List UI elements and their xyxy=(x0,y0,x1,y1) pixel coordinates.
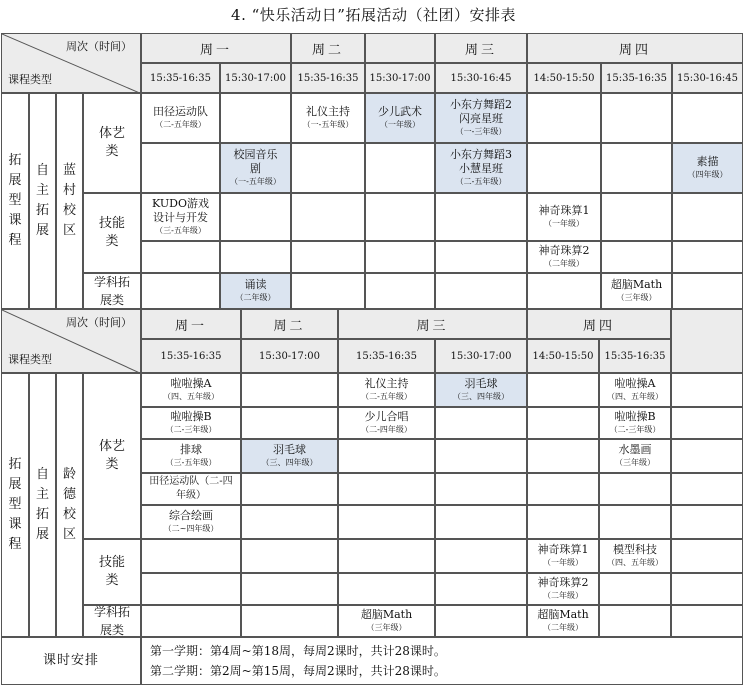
course-type-label: 课程类型 xyxy=(8,353,52,366)
empty-cell xyxy=(672,93,743,143)
group-label-subject: 学科拓展类 xyxy=(83,273,141,309)
header-diagonal-cell xyxy=(1,33,141,93)
group-label-subject: 学科拓展类 xyxy=(83,605,141,637)
empty-cell xyxy=(671,407,743,439)
activity-cell: 综合绘画 （二~四年级） xyxy=(141,505,241,539)
activity-cell: 排球 （三-五年级） xyxy=(141,439,241,473)
day-header-thu: 周四 xyxy=(527,33,743,63)
time-slot: 15:35-16:35 xyxy=(141,63,220,93)
empty-cell xyxy=(365,273,435,309)
empty-cell xyxy=(599,573,671,605)
header-blank xyxy=(671,309,743,373)
page-title: 4. “快乐活动日”拓展活动（社团）安排表 xyxy=(231,6,516,24)
empty-cell xyxy=(291,143,365,193)
activity-cell: 神奇珠算1 （一年级） xyxy=(527,193,601,241)
empty-cell xyxy=(241,605,338,637)
activity-cell: 水墨画 （三年级） xyxy=(599,439,671,473)
activity-cell: 少儿武术 （一年级） xyxy=(365,93,435,143)
schedule-term-2: 第二学期：第2周~第15周，每周2课时，共计28课时。 xyxy=(150,664,446,678)
empty-cell xyxy=(141,573,241,605)
empty-cell xyxy=(141,605,241,637)
empty-cell xyxy=(338,505,435,539)
empty-cell xyxy=(338,439,435,473)
activity-cell: 礼仪主持 （二-五年级） xyxy=(338,373,435,407)
time-slot: 15:30-16:45 xyxy=(435,63,527,93)
group-label-arts: 体艺类 xyxy=(83,373,141,539)
empty-cell xyxy=(220,241,291,273)
empty-cell xyxy=(365,241,435,273)
activity-cell: 神奇珠算2 （二年级） xyxy=(527,573,599,605)
empty-cell xyxy=(671,473,743,505)
activity-cell: 少儿合唱 （二-四年级） xyxy=(338,407,435,439)
empty-cell xyxy=(435,407,527,439)
activity-cell: 羽毛球 （三、四年级） xyxy=(241,439,338,473)
activity-cell: 小东方舞蹈2 闪亮星班 （一-三年级） xyxy=(435,93,527,143)
empty-cell xyxy=(291,193,365,241)
empty-cell xyxy=(435,605,527,637)
empty-cell xyxy=(338,539,435,573)
activity-cell: 校园音乐剧 （一-五年级） xyxy=(220,143,291,193)
activity-cell: 田径运动队 （二-五年级） xyxy=(141,93,220,143)
empty-cell xyxy=(527,505,599,539)
activity-cell: 诵读 （二年级） xyxy=(220,273,291,309)
empty-cell xyxy=(435,473,527,505)
empty-cell xyxy=(671,439,743,473)
empty-cell xyxy=(601,241,672,273)
empty-cell xyxy=(365,193,435,241)
empty-cell xyxy=(599,605,671,637)
activity-cell: 神奇珠算2 （二年级） xyxy=(527,241,601,273)
time-slot: 15:35-16:35 xyxy=(601,63,672,93)
empty-cell xyxy=(601,143,672,193)
day-header-wed: 周三 xyxy=(435,33,527,63)
time-slot: 15:30-17:00 xyxy=(435,339,527,373)
empty-cell xyxy=(291,241,365,273)
empty-cell xyxy=(527,439,599,473)
sub-category-label: 自主拓展 xyxy=(29,93,56,309)
empty-cell xyxy=(365,143,435,193)
week-time-label: 周次（时间） xyxy=(66,316,132,329)
empty-cell xyxy=(241,573,338,605)
empty-cell xyxy=(241,373,338,407)
day-header-mon: 周一 xyxy=(141,33,291,63)
empty-cell xyxy=(671,539,743,573)
time-slot: 15:30-17:00 xyxy=(241,339,338,373)
empty-cell xyxy=(435,241,527,273)
empty-cell xyxy=(672,273,743,309)
category-label: 拓展型课程 xyxy=(1,373,29,637)
empty-cell xyxy=(671,373,743,407)
day-header-tue: 周二 xyxy=(241,309,338,339)
empty-cell xyxy=(435,193,527,241)
empty-cell xyxy=(241,505,338,539)
day-header-tue: 周二 xyxy=(291,33,365,63)
time-slot: 15:35-16:35 xyxy=(338,339,435,373)
empty-cell xyxy=(435,539,527,573)
activity-cell: 超脑Math （三年级） xyxy=(601,273,672,309)
empty-cell xyxy=(672,193,743,241)
empty-cell xyxy=(338,573,435,605)
empty-cell xyxy=(527,273,601,309)
empty-cell xyxy=(338,473,435,505)
empty-cell xyxy=(435,505,527,539)
schedule-label: 课时安排 xyxy=(1,637,141,685)
empty-cell xyxy=(672,241,743,273)
empty-cell xyxy=(141,241,220,273)
time-slot: 15:30-16:45 xyxy=(672,63,743,93)
empty-cell xyxy=(141,143,220,193)
activity-cell: 礼仪主持 （一-五年级） xyxy=(291,93,365,143)
activity-cell: 啦啦操A （四、五年级） xyxy=(599,373,671,407)
time-slot: 15:30-17:00 xyxy=(220,63,291,93)
activity-cell: 啦啦操B （二-三年级） xyxy=(599,407,671,439)
campus-label: 龄德校区 xyxy=(56,373,83,637)
time-slot: 15:35-16:35 xyxy=(141,339,241,373)
sub-category-label: 自主拓展 xyxy=(29,373,56,637)
empty-cell xyxy=(141,539,241,573)
empty-cell xyxy=(435,573,527,605)
campus-label: 蓝村校区 xyxy=(56,93,83,309)
header-blank xyxy=(365,33,435,63)
activity-cell: 超脑Math （三年级） xyxy=(338,605,435,637)
empty-cell xyxy=(435,273,527,309)
empty-cell xyxy=(601,93,672,143)
empty-cell xyxy=(671,505,743,539)
activity-cell: 田径运动队（二-四年级） xyxy=(141,473,241,505)
activity-cell: 素描 （四年级） xyxy=(672,143,743,193)
activity-cell: 啦啦操A （四、五年级） xyxy=(141,373,241,407)
empty-cell xyxy=(671,573,743,605)
schedule-table xyxy=(2,34,744,686)
time-slot: 15:35-16:35 xyxy=(291,63,365,93)
day-header-mon: 周一 xyxy=(141,309,241,339)
empty-cell xyxy=(241,473,338,505)
group-label-skill: 技能类 xyxy=(83,193,141,273)
course-type-label: 课程类型 xyxy=(8,73,52,86)
category-label: 拓展型课程 xyxy=(1,93,29,309)
time-slot: 14:50-15:50 xyxy=(527,63,601,93)
empty-cell xyxy=(527,473,599,505)
activity-cell: 超脑Math （二年级） xyxy=(527,605,599,637)
day-header-wed: 周三 xyxy=(338,309,527,339)
empty-cell xyxy=(527,143,601,193)
activity-cell: 模型科技 （四、五年级） xyxy=(599,539,671,573)
activity-cell: KUDO游戏设计与开发 （三-五年级） xyxy=(141,193,220,241)
activity-cell: 小东方舞蹈3 小慧星班 （二-五年级） xyxy=(435,143,527,193)
empty-cell xyxy=(241,539,338,573)
schedule-term-1: 第一学期：第4周~第18周，每周2课时，共计28课时。 xyxy=(150,644,446,658)
time-slot: 15:30-17:00 xyxy=(365,63,435,93)
day-header-thu: 周四 xyxy=(527,309,671,339)
schedule-info xyxy=(141,637,743,685)
empty-cell xyxy=(291,273,365,309)
activity-cell: 啦啦操B （二-三年级） xyxy=(141,407,241,439)
week-time-label: 周次（时间） xyxy=(66,40,132,53)
empty-cell xyxy=(599,505,671,539)
empty-cell xyxy=(527,93,601,143)
empty-cell xyxy=(671,605,743,637)
group-label-arts: 体艺类 xyxy=(83,93,141,193)
header-diagonal-cell xyxy=(1,309,141,373)
group-label-skill: 技能类 xyxy=(83,539,141,605)
empty-cell xyxy=(241,407,338,439)
activity-cell: 神奇珠算1 （一年级） xyxy=(527,539,599,573)
empty-cell xyxy=(527,373,599,407)
activity-cell: 羽毛球 （三、四年级） xyxy=(435,373,527,407)
time-slot: 15:35-16:35 xyxy=(599,339,671,373)
empty-cell xyxy=(220,193,291,241)
empty-cell xyxy=(599,473,671,505)
empty-cell xyxy=(141,273,220,309)
empty-cell xyxy=(527,407,599,439)
empty-cell xyxy=(435,439,527,473)
empty-cell xyxy=(220,93,291,143)
time-slot: 14:50-15:50 xyxy=(527,339,599,373)
empty-cell xyxy=(601,193,672,241)
